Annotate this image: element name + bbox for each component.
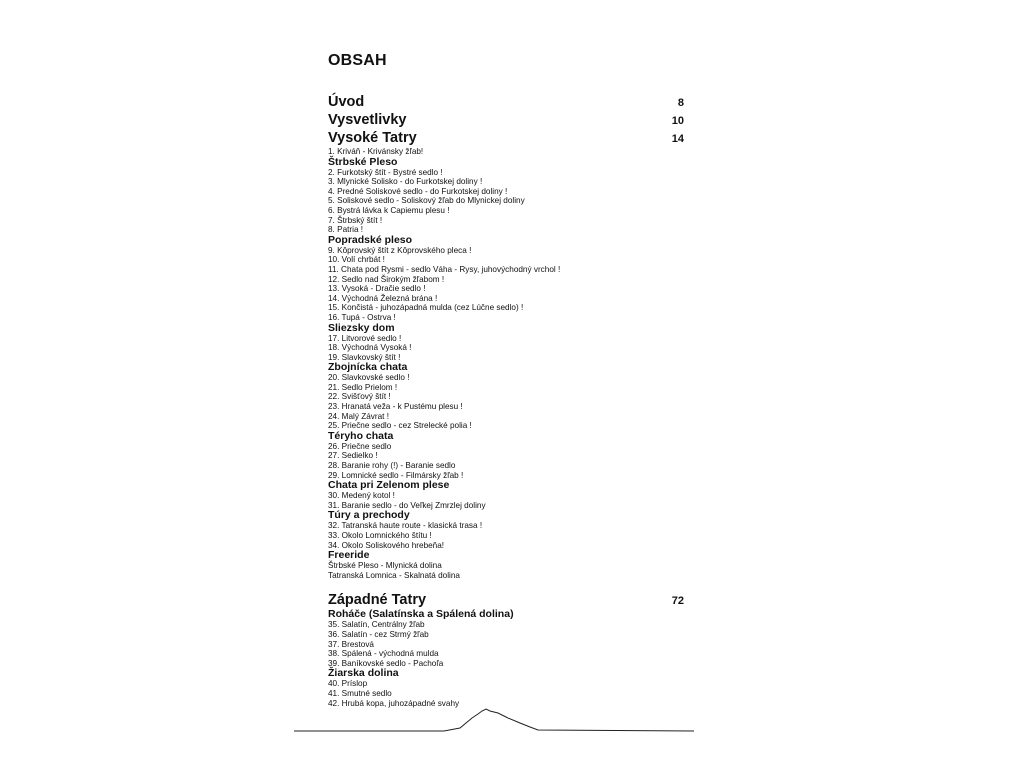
toc-entry: 34. Okolo Soliskového hrebeňa! — [328, 540, 445, 550]
toc-entry: 40. Príslop — [328, 679, 368, 689]
toc-entry: 18. Východná Vysoká ! — [328, 343, 412, 353]
toc-entry: 5. Soliskové sedlo - Soliskový žľab do Mlynickej doliny — [328, 196, 525, 206]
toc-entry: 36. Salatín - cez Strmý žľab — [328, 629, 429, 639]
toc-entry: Tatranská Lomnica - Skalnatá dolina — [328, 570, 460, 580]
toc-entry: 39. Baníkovské sedlo - Pachoľa — [328, 658, 444, 668]
toc-entry: 37. Brestová — [328, 639, 374, 649]
toc-entry: 24. Malý Závrat ! — [328, 411, 389, 421]
section-row — [328, 129, 690, 147]
toc-entry: 10. Volí chrbát ! — [328, 255, 385, 265]
toc-entry: 8. Patria ! — [328, 225, 364, 235]
ridge-line — [294, 709, 694, 731]
section-row — [328, 111, 690, 129]
toc-entry: 22. Svišťový štít ! — [328, 392, 391, 402]
group-heading: Sliezsky dom — [328, 321, 395, 334]
toc-entry: 20. Slavkovské sedlo ! — [328, 373, 410, 383]
toc-entry: 17. Litvorové sedlo ! — [328, 333, 402, 343]
toc-entry: 35. Salatín, Centrálny žľab — [328, 620, 425, 630]
toc-entry: 3. Mlynické Solisko - do Furkotskej doliny ! — [328, 177, 483, 187]
section-title: Západné Tatry — [328, 592, 427, 609]
group-heading: Chata pri Zelenom plese — [328, 479, 450, 492]
section-gap — [328, 580, 690, 591]
group-heading: Túry a prechody — [328, 509, 410, 522]
toc-entry: 30. Medený kotol ! — [328, 491, 395, 501]
toc-entry: 11. Chata pod Rysmi - sedlo Váha - Rysy, juhovýchodný vrchol ! — [328, 264, 561, 274]
toc-entry: 4. Predné Soliskové sedlo - do Furkotskej doliny ! — [328, 186, 508, 196]
toc-entry: 6. Bystrá lávka k Capiemu plesu ! — [328, 205, 450, 215]
toc-entry: Štrbské Pleso - Mlynická dolina — [328, 561, 442, 571]
group-heading: Freeride — [328, 549, 370, 562]
section-page-number: 8 — [677, 97, 684, 109]
toc-entry: 21. Sedlo Prielom ! — [328, 382, 398, 392]
toc-entry: 33. Okolo Lomnického štítu ! — [328, 531, 432, 540]
section-title: Vysoké Tatry — [328, 130, 417, 146]
toc-entry: 41. Smutné sedlo — [328, 688, 392, 698]
toc-entry: 7. Štrbský štít ! — [328, 215, 383, 225]
toc-entry: 26. Priečne sedlo — [328, 441, 392, 451]
toc-entry: 9. Kôprovský štít z Kôprovského pleca ! — [328, 245, 472, 255]
toc-entry: 13. Vysoká - Dračie sedlo ! — [328, 284, 426, 294]
section-title: Úvod — [328, 94, 365, 110]
section-page-number: 72 — [671, 595, 684, 608]
page-title: OBSAH — [328, 52, 387, 69]
toc-entry: 27. Sedielko ! — [328, 451, 378, 461]
group-heading: Popradské pleso — [328, 233, 413, 246]
group-heading: Roháče (Salatínska a Spálená dolina) — [328, 608, 514, 621]
toc-entry: 2. Furkotský štít - Bystré sedlo ! — [328, 167, 443, 177]
toc-entry: 15. Končistá - juhozápadná mulda (cez Lúčne sedlo) ! — [328, 303, 524, 313]
group-heading: Žiarska dolina — [328, 667, 399, 680]
toc-entry: 1. Kriváň - Krivánsky žľab! — [328, 147, 424, 156]
toc-entry: 32. Tatranská haute route - klasická trasa ! — [328, 521, 483, 531]
section-title: Vysvetlivky — [328, 112, 407, 128]
toc-entry: 14. Východná Železná brána ! — [328, 293, 438, 303]
toc-entry: 25. Priečne sedlo - cez Strelecké polia ! — [328, 421, 472, 431]
toc-entry: 23. Hranatá veža - k Pustému plesu ! — [328, 402, 463, 412]
toc-entry: 28. Baranie rohy (!) - Baranie sedlo — [328, 461, 456, 471]
table-of-contents — [328, 93, 690, 708]
group-heading: Štrbské Pleso — [328, 155, 398, 168]
section-page-number: 14 — [671, 133, 684, 145]
toc-entry: 31. Baranie sedlo - do Veľkej Zmrzlej doliny — [328, 500, 486, 510]
mountain-silhouette — [294, 700, 694, 740]
section-row — [328, 93, 690, 111]
toc-entry: 38. Spálená - východná mulda — [328, 649, 439, 659]
section-row — [328, 591, 690, 609]
group-heading: Zbojnícka chata — [328, 361, 408, 374]
toc-entry: 19. Slavkovský štít ! — [328, 352, 401, 362]
toc-entry: 29. Lomnické sedlo - Filmársky žľab ! — [328, 470, 464, 480]
toc-entry: 16. Tupá - Ostrva ! — [328, 312, 396, 322]
toc-entry: 12. Sedlo nad Širokým žľabom ! — [328, 274, 445, 284]
toc-entry: 42. Hrubá kopa, juhozápadné svahy — [328, 698, 460, 708]
group-heading: Téryho chata — [328, 429, 394, 442]
section-page-number: 10 — [671, 115, 684, 127]
